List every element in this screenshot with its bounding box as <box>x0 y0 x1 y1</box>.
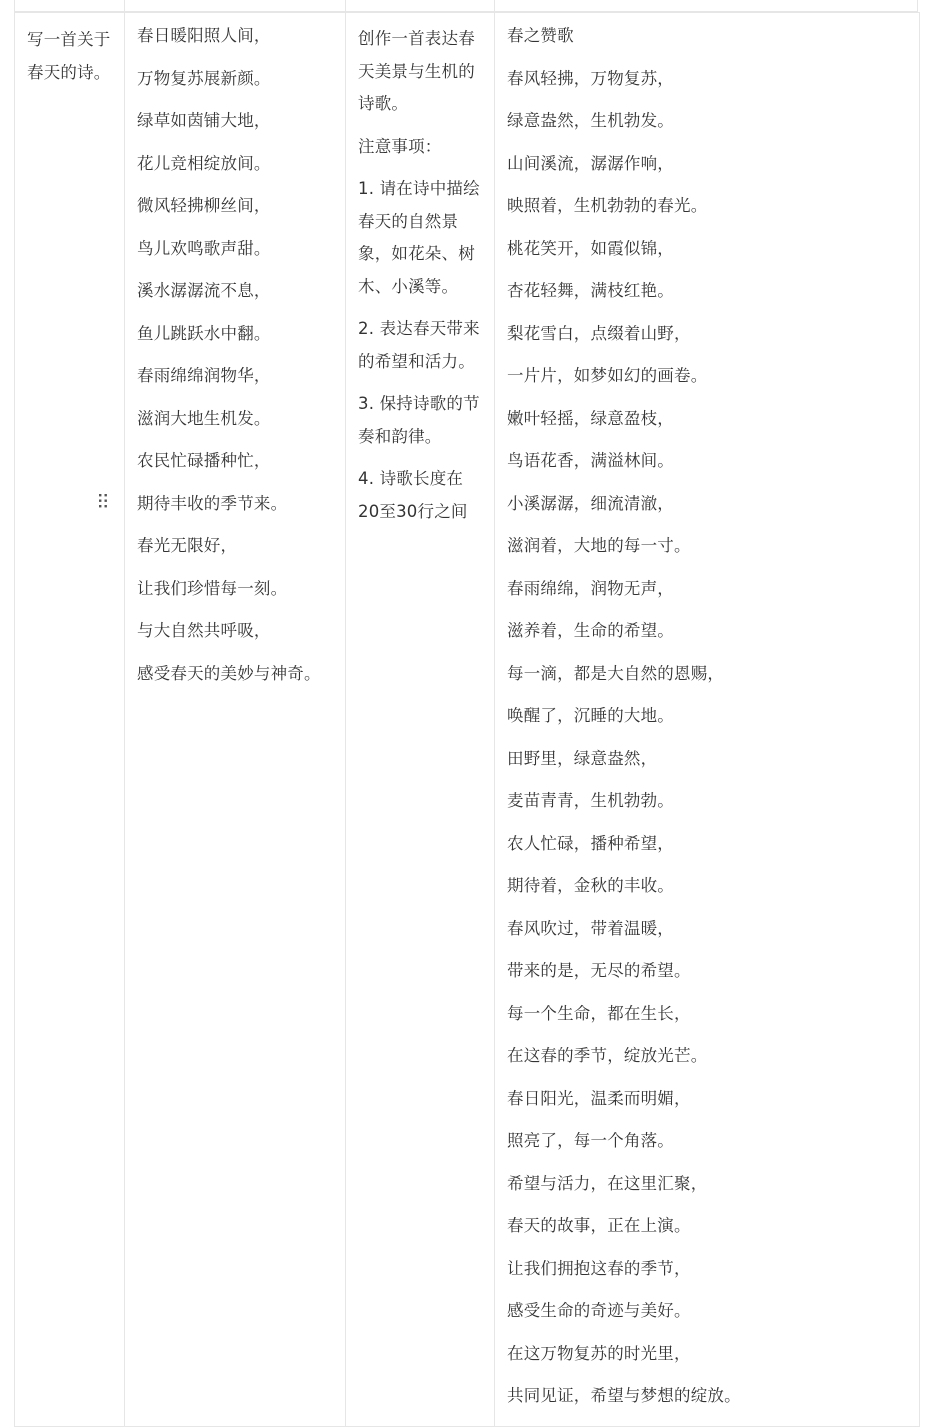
poem-line: 杏花轻舞，满枝红艳。 <box>507 281 674 300</box>
poem-line: 田野里，绿意盎然， <box>507 748 658 768</box>
row-drag-handle[interactable] <box>98 493 108 509</box>
poem-line: 梨花雪白，点缀着山野， <box>507 323 691 343</box>
column-divider <box>345 0 346 12</box>
poem-line: 唤醒了，沉睡的大地。 <box>507 706 674 725</box>
poem-line: 春雨绵绵润物华， <box>137 366 271 385</box>
poem-line: 绿意盎然，生机勃发。 <box>507 111 674 130</box>
poem-line: 春日暖阳照人间， <box>137 26 271 45</box>
poem-line: 鸟语花香，满溢林间。 <box>507 451 674 470</box>
prompt-paragraph: 3. 保持诗歌的节奏和韵律。 <box>358 394 480 446</box>
cell-refined-prompt[interactable] <box>346 13 495 1427</box>
prompt-paragraph: 2. 表达春天带来的希望和活力。 <box>358 319 480 371</box>
drag-handle-icon <box>98 493 108 509</box>
poem-line: 微风轻拂柳丝间， <box>137 196 271 215</box>
poem-line: 滋润着，大地的每一寸。 <box>507 536 691 555</box>
poem-line: 映照着，生机勃勃的春光。 <box>507 196 708 215</box>
poem-line: 绿草如茵铺大地， <box>137 111 271 130</box>
prompt-paragraph: 注意事项： <box>358 136 442 156</box>
prompt-paragraph: 4. 诗歌长度在20至30行之间 <box>358 469 468 521</box>
poem-line: 花儿竞相绽放间。 <box>137 153 271 173</box>
data-table <box>14 12 920 1427</box>
poem-line: 希望与活力，在这里汇聚， <box>507 1173 708 1193</box>
table-row <box>15 13 920 1427</box>
poem-line: 每一个生命，都在生长， <box>507 1003 691 1023</box>
cell-response-a[interactable] <box>125 13 346 1427</box>
poem-title: 春之赞歌 <box>507 26 574 45</box>
poem-line: 春风轻拂，万物复苏， <box>507 68 674 88</box>
poem-line: 春光无限好， <box>137 536 238 555</box>
poem-line: 让我们珍惜每一刻。 <box>137 578 288 598</box>
poem-line: 感受生命的奇迹与美好。 <box>507 1301 691 1320</box>
poem-line: 一片片，如梦如幻的画卷。 <box>507 366 708 385</box>
poem-line: 滋润大地生机发。 <box>137 408 271 428</box>
poem-line: 感受春天的美妙与神奇。 <box>137 663 321 683</box>
poem-line: 嫩叶轻摇，绿意盈枝， <box>507 408 674 428</box>
poem-line: 共同见证，希望与梦想的绽放。 <box>507 1386 741 1405</box>
poem-line: 农民忙碌播种忙， <box>137 451 271 470</box>
table-container <box>14 0 919 1416</box>
poem-line: 期待着，金秋的丰收。 <box>507 876 674 895</box>
prompt-paragraph: 创作一首表达春天美景与生机的诗歌。 <box>358 29 475 113</box>
poem-line: 溪水潺潺流不息， <box>137 281 271 300</box>
poem-line: 桃花笑开，如霞似锦， <box>507 238 674 258</box>
poem-line: 期待丰收的季节来。 <box>137 493 288 513</box>
previous-row-edge <box>14 0 918 12</box>
poem-line: 照亮了，每一个角落。 <box>507 1131 674 1150</box>
poem-line: 农人忙碌，播种希望， <box>507 833 674 853</box>
poem-line: 万物复苏展新颜。 <box>137 68 271 88</box>
poem-line: 小溪潺潺，细流清澈， <box>507 493 674 513</box>
poem-line: 在这万物复苏的时光里， <box>507 1343 691 1363</box>
column-divider <box>494 0 495 12</box>
column-divider <box>124 0 125 12</box>
instruction-text: 写一首关于春天的诗。 <box>27 30 111 82</box>
poem-line: 春雨绵绵，润物无声， <box>507 578 674 598</box>
poem-line: 与大自然共呼吸， <box>137 621 271 640</box>
poem-line: 春日阳光，温柔而明媚， <box>507 1088 691 1108</box>
prompt-paragraph: 1. 请在诗中描绘春天的自然景象，如花朵、树木、小溪等。 <box>358 179 480 296</box>
cell-response-b[interactable] <box>495 13 920 1427</box>
poem-line: 带来的是，无尽的希望。 <box>507 961 691 980</box>
poem-line: 滋养着，生命的希望。 <box>507 621 674 640</box>
poem-line: 在这春的季节，绽放光芒。 <box>507 1046 708 1065</box>
poem-line: 鸟儿欢鸣歌声甜。 <box>137 238 271 258</box>
poem-line: 麦苗青青，生机勃勃。 <box>507 791 674 810</box>
poem-line: 春风吹过，带着温暖， <box>507 918 674 938</box>
poem-line: 每一滴，都是大自然的恩赐， <box>507 663 725 683</box>
cell-instruction[interactable] <box>15 13 125 1427</box>
poem-line: 山间溪流，潺潺作响， <box>507 153 674 173</box>
poem-line: 让我们拥抱这春的季节， <box>507 1258 691 1278</box>
poem-line: 春天的故事，正在上演。 <box>507 1216 691 1235</box>
poem-line: 鱼儿跳跃水中翻。 <box>137 323 271 343</box>
